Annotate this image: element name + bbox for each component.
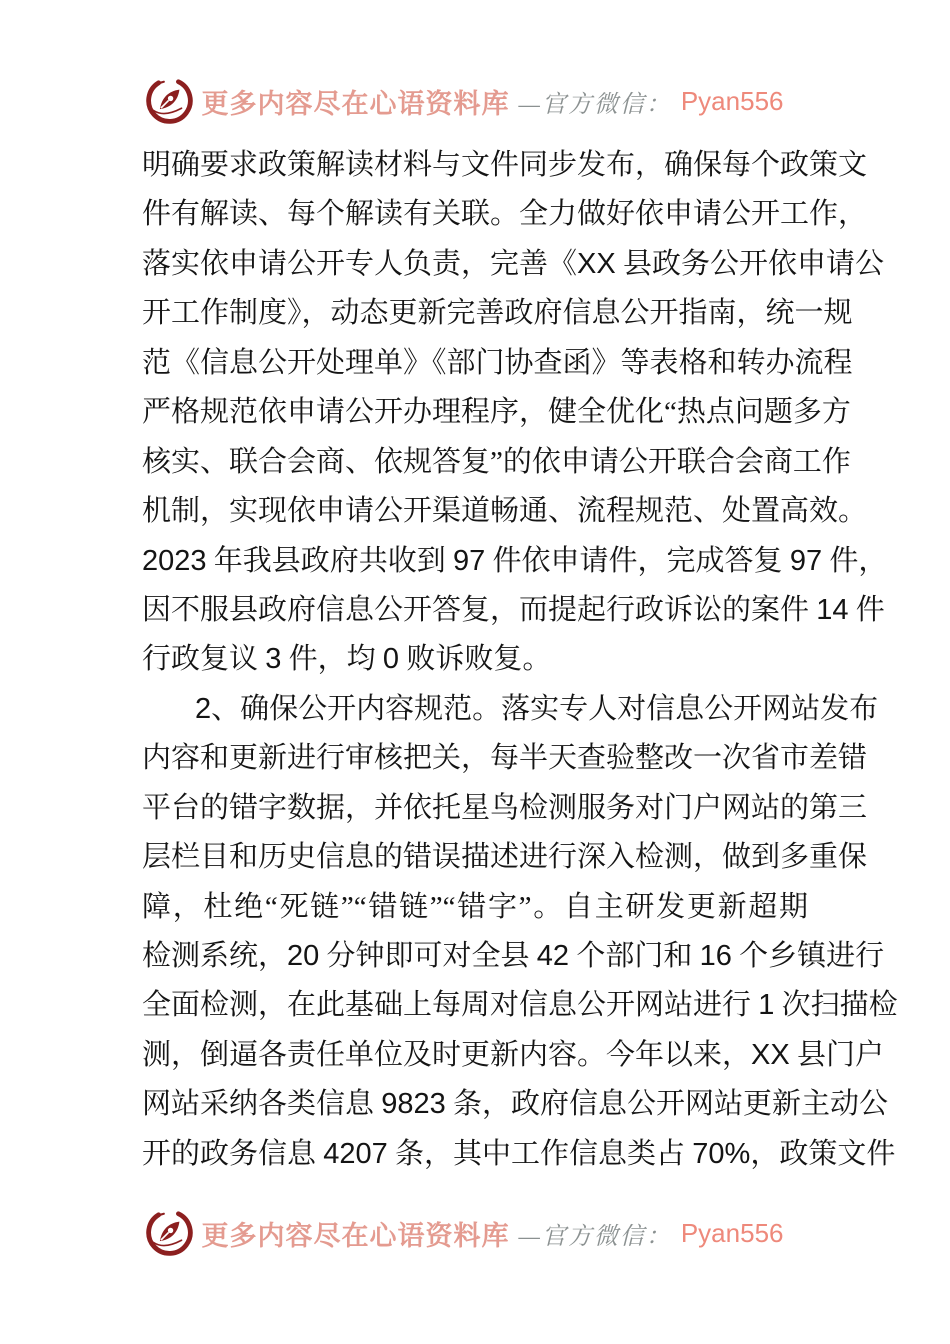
text-line: 层栏目和历史信息的错误描述进行深入检测，做到多重保 xyxy=(142,841,868,874)
text-line: 内容和更新进行审核把关，每半天查验整改一次省市差错 xyxy=(142,742,868,775)
text-line: 测，倒逼各责任单位及时更新内容。今年以来，XX 县门户 xyxy=(142,1038,884,1071)
text-line: 检测系统，20 分钟即可对全县 42 个部门和 16 个乡镇进行 xyxy=(142,940,885,972)
text-line: 全面检测，在此基础上每周对信息公开网站进行 1 次扫描检 xyxy=(142,989,898,1022)
text-line: 核实、联合会商、依规答复”的依申请公开联合会商工作 xyxy=(142,445,851,478)
watermark-header xyxy=(0,74,938,128)
pen-nib-circle-icon xyxy=(143,75,193,127)
text-line: 开的政务信息 4207 条，其中工作信息类占 70%，政策文件 xyxy=(142,1137,896,1170)
text-line: 严格规范依申请公开办理程序，健全优化“热点问题多方 xyxy=(142,396,851,429)
text-line: 障，杜绝“死链”“错链”“错字”。自主研发更新超期 xyxy=(142,890,808,923)
watermark-wechat-id: Pyan556 xyxy=(680,85,784,116)
text-line: 2、确保公开内容规范。落实专人对信息公开网站发布 xyxy=(195,692,879,725)
text-line: 网站采纳各类信息 9823 条，政府信息公开网站更新主动公 xyxy=(142,1088,889,1121)
watermark-brand-text: 更多内容尽在心语资料库 xyxy=(201,88,510,119)
text-line: 机制，实现依申请公开渠道畅通、流程规范、处置高效。 xyxy=(142,495,868,528)
pen-nib-circle-icon xyxy=(143,1207,193,1259)
text-line: 范《信息公开处理单》《部门协查函》等表格和转办流程 xyxy=(142,346,853,379)
text-line: 行政复议 3 件，均 0 败诉败复。 xyxy=(142,643,552,676)
text-line: 明确要求政策解读材料与文件同步发布，确保每个政策文 xyxy=(142,149,868,181)
watermark-wechat-label: —官方微信： xyxy=(518,1223,672,1250)
text-line: 平台的错字数据，并依托星鸟检测服务对门户网站的第三 xyxy=(142,791,868,824)
document-body xyxy=(142,141,898,1179)
watermark-footer xyxy=(0,1206,938,1260)
text-line: 因不服县政府信息公开答复，而提起行政诉讼的案件 14 件 xyxy=(142,593,885,626)
text-line: 2023 年我县政府共收到 97 件依申请件，完成答复 97 件， xyxy=(142,544,888,577)
watermark-wechat-id: Pyan556 xyxy=(680,1217,784,1248)
watermark-brand-text: 更多内容尽在心语资料库 xyxy=(201,1220,510,1251)
watermark-wechat-label: —官方微信： xyxy=(518,91,672,118)
text-line: 落实依申请公开专人负责，完善《XX 县政务公开依申请公 xyxy=(142,247,884,280)
text-line: 开工作制度》，动态更新完善政府信息公开指南，统一规 xyxy=(142,297,853,330)
text-line: 件有解读、每个解读有关联。全力做好依申请公开工作， xyxy=(142,198,868,231)
